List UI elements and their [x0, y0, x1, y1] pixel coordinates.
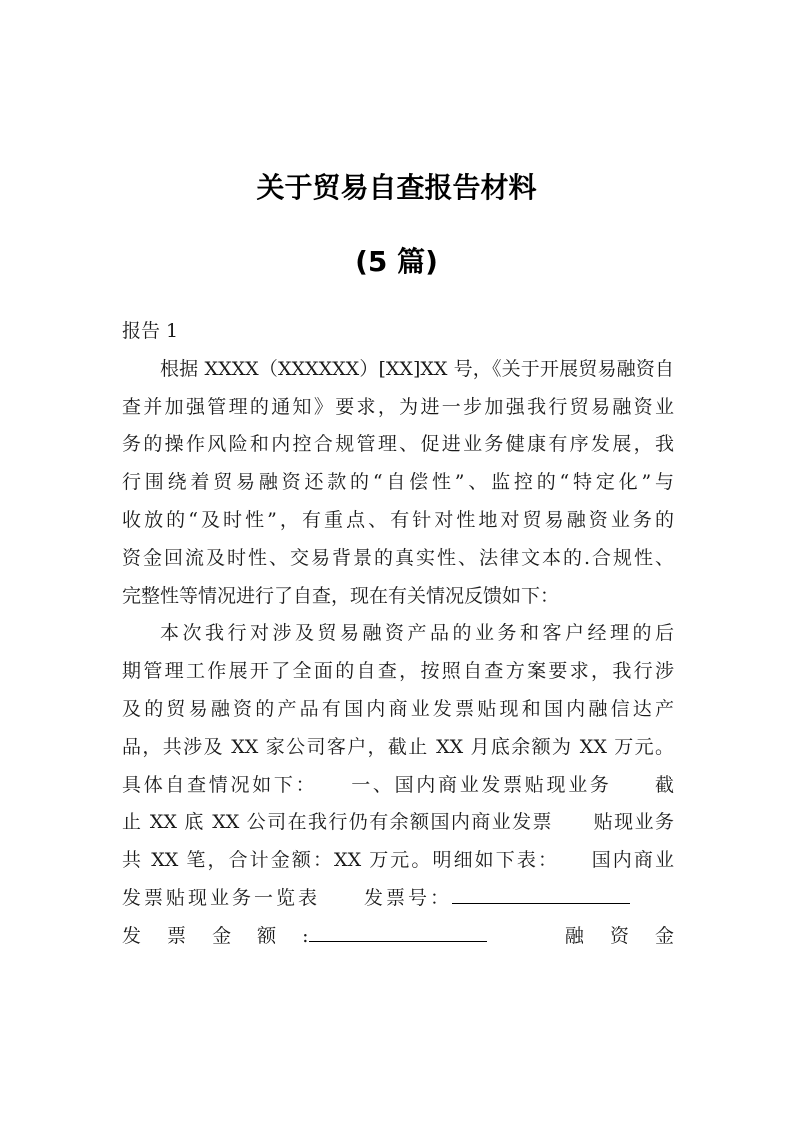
paragraph-line: 期管理工作展开了全面的自查，按照自查方案要求，我行涉	[122, 660, 674, 683]
paragraph-line: 务的操作风险和内控合规管理、促进业务健康有序发展，我	[122, 433, 674, 456]
invoice-number-blank	[452, 881, 630, 904]
paragraph-line: 根据 XXXX（XXXXXX）[XX]XX 号，《关于开展贸易融资自	[160, 357, 674, 380]
paragraph-line: 止 XX 底 XX 公司在我行仍有余额国内商业发票 贴现业务	[122, 811, 674, 834]
paragraph-line: 及的贸易融资的产品有国内商业发票贴现和国内融信达产	[122, 697, 674, 720]
financing-amount-label: 融 资 金	[564, 924, 674, 947]
invoice-amount-label: 发 票 金 额 :	[122, 924, 309, 947]
paragraph-line: 完整性等情况进行了自查，现在有关情况反馈如下：	[122, 584, 560, 607]
invoice-amount-line	[122, 918, 674, 956]
paragraph-line: 查并加强管理的通知》要求，为进一步加强我行贸易融资业	[122, 395, 674, 418]
invoice-number-line	[122, 880, 674, 918]
paragraph-line: 共 XX 笔，合计金额：XX 万元。明细如下表： 国内商业	[122, 849, 674, 872]
document-body	[122, 313, 674, 956]
paragraph-line: 收放的“及时性”，有重点、有针对性地对贸易融资业务的	[122, 508, 674, 531]
invoice-number-label: 发票贴现业务一览表 发票号：	[122, 886, 453, 909]
paragraph-line: 具体自查情况如下： 一、国内商业发票贴现业务 截	[122, 773, 674, 796]
paragraph-line: 资金回流及时性、交易背景的真实性、法律文本的.合规性、	[122, 546, 674, 569]
invoice-amount-blank	[309, 919, 487, 942]
paragraph-line: 本次我行对涉及贸易融资产品的业务和客户经理的后	[160, 622, 674, 645]
document-subtitle: (5 篇)	[355, 245, 438, 278]
paragraph-line: 品，共涉及 XX 家公司客户，截止 XX 月底余额为 XX 万元。	[122, 735, 674, 758]
document-title: 关于贸易自查报告材料	[256, 171, 537, 204]
section-label: 报告 1	[122, 320, 179, 342]
paragraph-line: 行围绕着贸易融资还款的“自偿性”、监控的“特定化”与	[122, 471, 674, 494]
